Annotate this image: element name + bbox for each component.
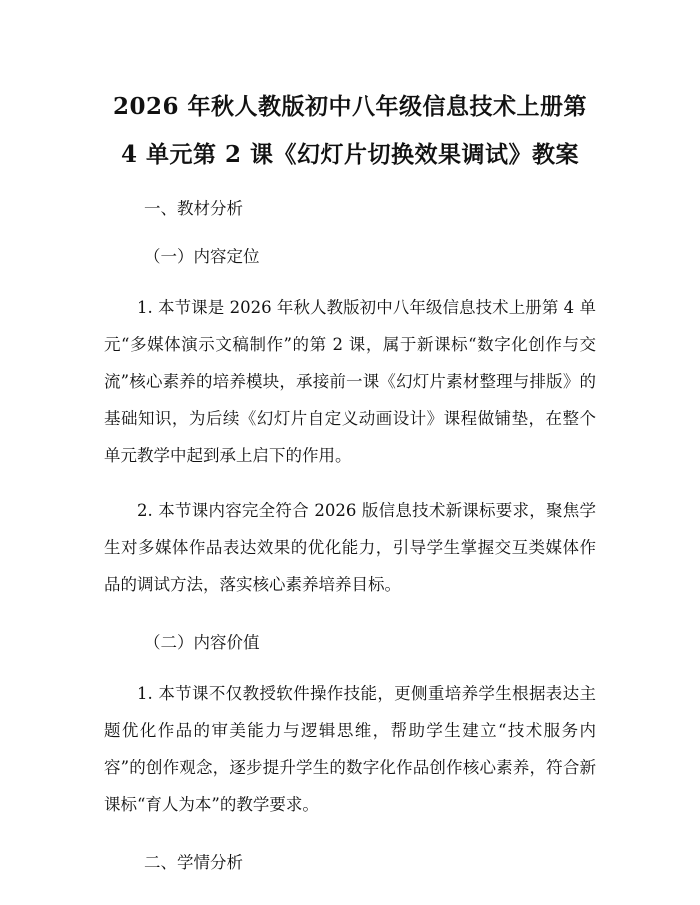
paragraph-value-1: 1. 本节课不仅教授软件操作技能，更侧重培养学生根据表达主题优化作品的审美能力与逻辑思维，帮助学生建立“技术服务内容”的创作观念，逐步提升学生的数字化作品创作核心素养，符合新课标“育人为本”的教学要求。 [104,684,596,814]
title-line-2: 4 单元第 2 课《幻灯片切换效果调试》教案 [120,141,580,168]
section-heading-student-analysis: 二、学情分析 [144,853,243,872]
document-title [104,0,596,179]
title-line-1: 2026 年秋人教版初中八年级信息技术上册第 [112,93,588,120]
section-heading-textbook-analysis: 一、教材分析 [144,199,243,218]
paragraph-positioning-2: 2. 本节课内容完全符合 2026 版信息技术新课标要求，聚焦学生对多媒体作品表达效果的优化能力，引导学生掌握交互类媒体作品的调试方法，落实核心素养培养目标。 [104,501,596,594]
subsection-heading-content-value: （二）内容价值 [144,633,260,652]
paragraph-positioning-1: 1. 本节课是 2026 年秋人教版初中八年级信息技术上册第 4 单元“多媒体演示文稿制作”的第 2 课，属于新课标“数字化创作与交流”核心素养的培养模块，承接前一课《幻灯片素材整理与排版》的基础知识，为后续《幻灯片自定义动画设计》课程做铺垫，在整个单元教学中起到承上启下的作用。 [104,298,596,465]
subsection-heading-content-positioning: （一）内容定位 [144,247,260,266]
